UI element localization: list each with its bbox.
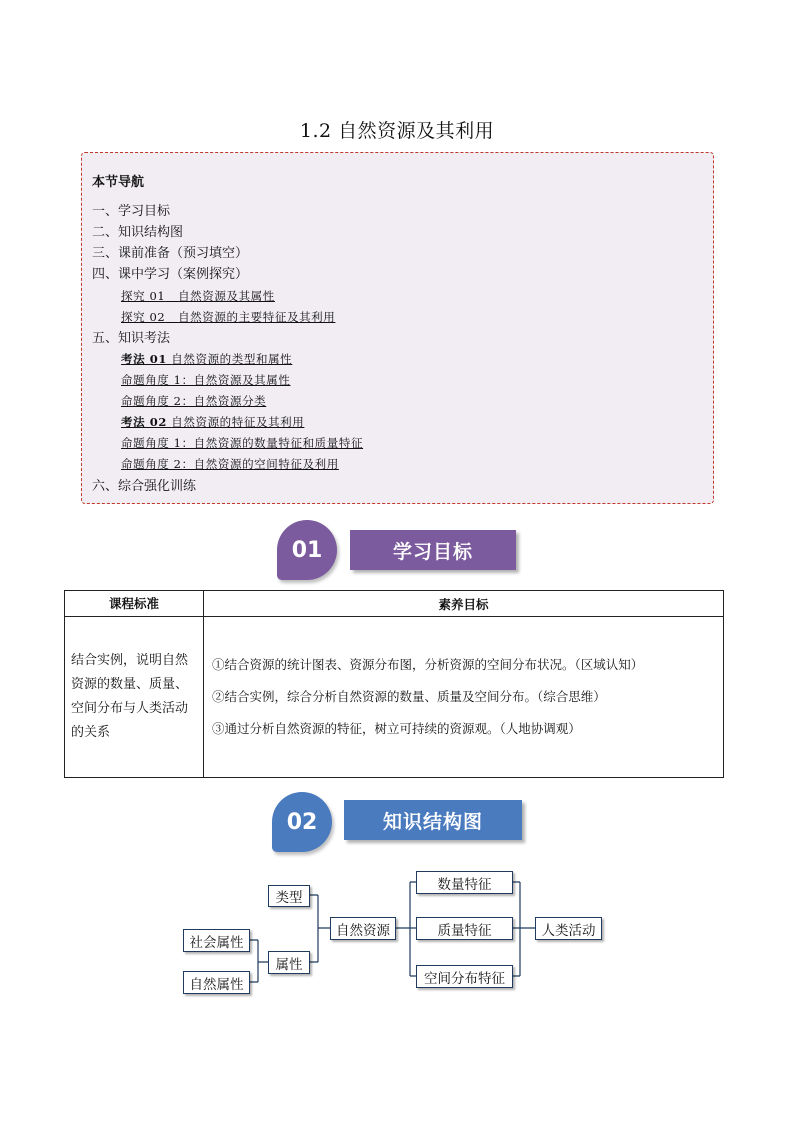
goal-item: ①结合资源的统计图表、资源分布图，分析资源的空间分布状况。（区域认知） xyxy=(212,657,644,672)
nav-sub-text: 自然资源的特征及其利用 xyxy=(171,415,305,429)
page-title: 1.2 自然资源及其利用 xyxy=(299,120,495,142)
map-human-activity: 人类活动 xyxy=(535,917,602,940)
nav-item-goals[interactable]: 一、学习目标 xyxy=(92,204,171,219)
nav-sub-text: 自然资源的类型和属性 xyxy=(171,352,293,366)
nav-item-preview[interactable]: 三、课前准备（预习填空） xyxy=(92,246,249,261)
map-natural-resources: 自然资源 xyxy=(330,917,396,940)
nav-sub-angle-1a[interactable]: 命题角度 1：自然资源及其属性 xyxy=(121,373,291,387)
goal-item: ②结合实例，综合分析自然资源的数量、质量及空间分布。（综合思维） xyxy=(212,689,606,704)
nav-sub-angle-1b[interactable]: 命题角度 1：自然资源的数量特征和质量特征 xyxy=(121,436,364,450)
map-spatial-feature: 空间分布特征 xyxy=(416,965,513,988)
section-02-number: 02 xyxy=(272,792,332,852)
map-attribute: 属性 xyxy=(268,951,310,974)
map-social-attribute: 社会属性 xyxy=(183,929,250,952)
table-header-standard: 课程标准 xyxy=(65,591,204,617)
nav-item-training[interactable]: 六、综合强化训练 xyxy=(92,479,197,494)
table-header-goals: 素养目标 xyxy=(204,591,724,617)
map-natural-attribute: 自然属性 xyxy=(183,971,250,994)
section-01-number: 01 xyxy=(277,520,337,580)
goal-item: ③通过分析自然资源的特征，树立可持续的资源观。（人地协调观） xyxy=(212,721,581,736)
section-02-label: 知识结构图 xyxy=(344,800,522,840)
map-quality-feature: 质量特征 xyxy=(416,917,513,940)
nav-sub-angle-2a[interactable]: 命题角度 2：自然资源分类 xyxy=(121,394,267,408)
curriculum-standard: 结合实例，说明自然资源的数量、质量、空间分布与人类活动的关系 xyxy=(65,617,204,778)
map-quantity-feature: 数量特征 xyxy=(416,871,513,894)
nav-sub-prefix: 考法 02 xyxy=(121,415,168,429)
nav-sub-prefix: 探究 01 xyxy=(121,289,166,303)
nav-item-methods[interactable]: 五、知识考法 xyxy=(92,331,171,346)
nav-item-structure[interactable]: 二、知识结构图 xyxy=(92,225,184,240)
nav-sub-prefix: 考法 01 xyxy=(121,352,168,366)
nav-sub-text: 自然资源及其属性 xyxy=(178,289,275,303)
nav-sub-text: 自然资源的主要特征及其利用 xyxy=(178,310,336,324)
section-01-label: 学习目标 xyxy=(350,530,516,570)
map-type: 类型 xyxy=(268,885,310,907)
nav-item-study[interactable]: 四、课中学习（案例探究） xyxy=(92,267,249,282)
nav-sub-prefix: 探究 02 xyxy=(121,310,166,324)
nav-heading: 本节导航 xyxy=(92,175,145,190)
nav-sub-angle-2b[interactable]: 命题角度 2：自然资源的空间特征及利用 xyxy=(121,457,339,471)
